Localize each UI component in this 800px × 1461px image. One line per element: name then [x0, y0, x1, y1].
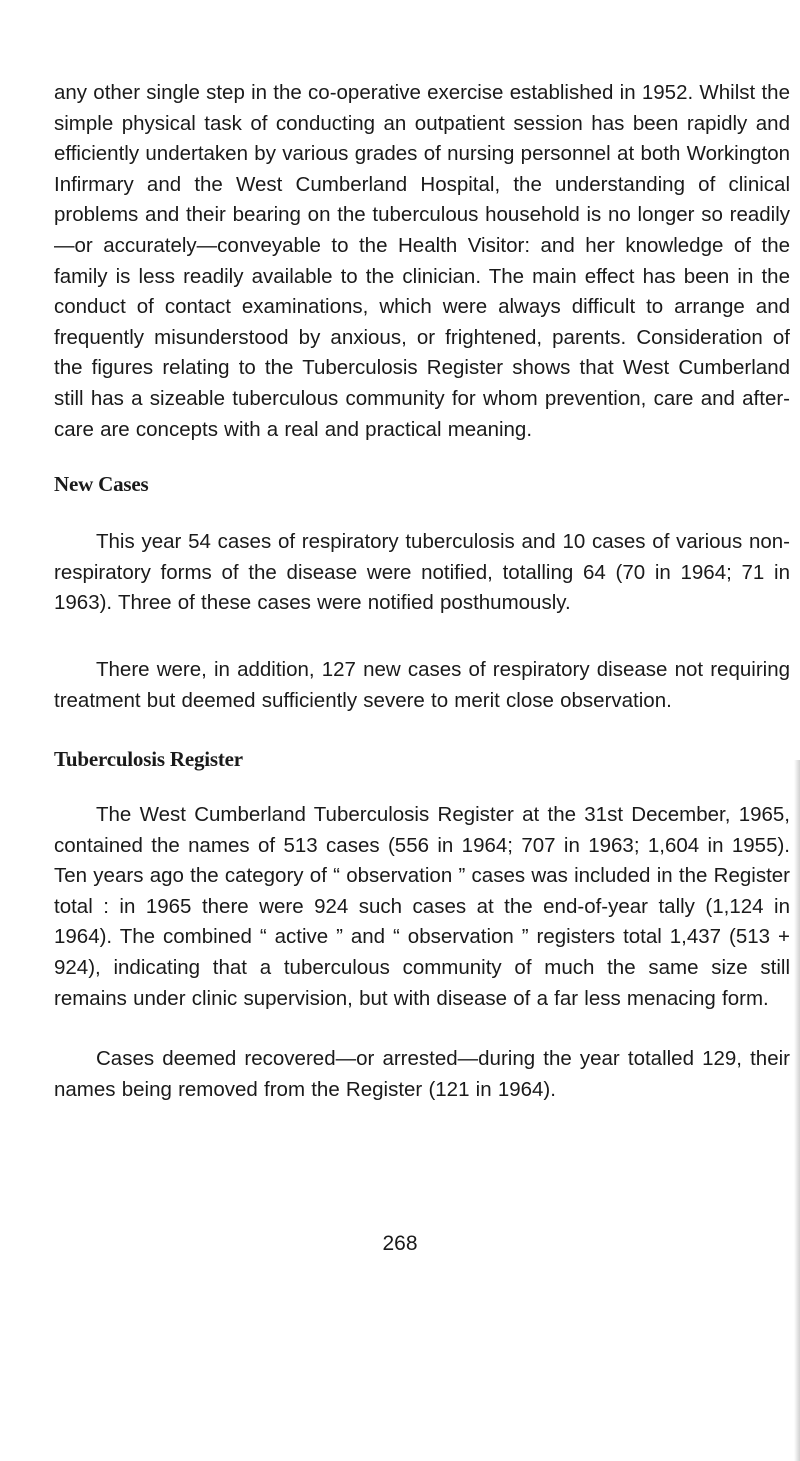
paragraph-register-1: The West Cumberland Tuberculosis Register at the 31st December, 1965, contained the names of 513 cases (556 in 1964; 707 in 1963; 1,604 in 1955). Ten years ago the category of “ observation ” cases was included in the Register total : in 1965 there were 924 such cases at the end-of-year tally (1,124 in 1964). The combined “ active ” and “ observation ” registers total 1,437 (513 + 924), indicating that a tuberculous community of much the same size still remains under clinic supervision, but with disease of a far less menacing form. — [54, 803, 790, 1010]
heading-tuberculosis-register: Tuberculosis Register — [54, 747, 243, 772]
page-number: 268 — [382, 1232, 418, 1255]
heading-new-cases: New Cases — [54, 472, 149, 497]
paragraph-intro: any other single step in the co-operative exercise established in 1952. Whilst the simple physical task of conducting an outpatient session has been rapidly and efficiently undertaken by various grades of nursing personnel at both Workington Infirmary and the West Cumberland Hospital, the understanding of clinical problems and their bearing on the tuberculous household is no longer so readily—or accurately—conveyable to the Health Visitor: and her knowledge of the family is less readily available to the clinician. The main effect has been in the conduct of contact examinations, which were always difficult to arrange and frequently misunderstood by anxious, or frightened, parents. Consideration of the figures relating to the Tuberculosis Register shows that West Cumberland still has a sizeable tuberculous community for whom prevention, care and after-care are concepts with a real and practical meaning. — [54, 81, 790, 441]
paragraph-new-cases-2: There were, in addition, 127 new cases of respiratory disease not requiring treatment but deemed sufficiently severe to merit close observation. — [54, 657, 790, 712]
page-edge-shadow — [794, 760, 800, 1461]
paragraph-register-2: Cases deemed recovered—or arrested—during the year totalled 129, their names being removed from the Register (121 in 1964). — [54, 1047, 790, 1101]
page-body — [54, 78, 790, 1105]
paragraph-new-cases-1: This year 54 cases of respiratory tuberculosis and 10 cases of various non-respiratory forms of the disease were notified, totalling 64 (70 in 1964; 71 in 1963). Three of these cases were notified posthumously. — [54, 530, 790, 615]
